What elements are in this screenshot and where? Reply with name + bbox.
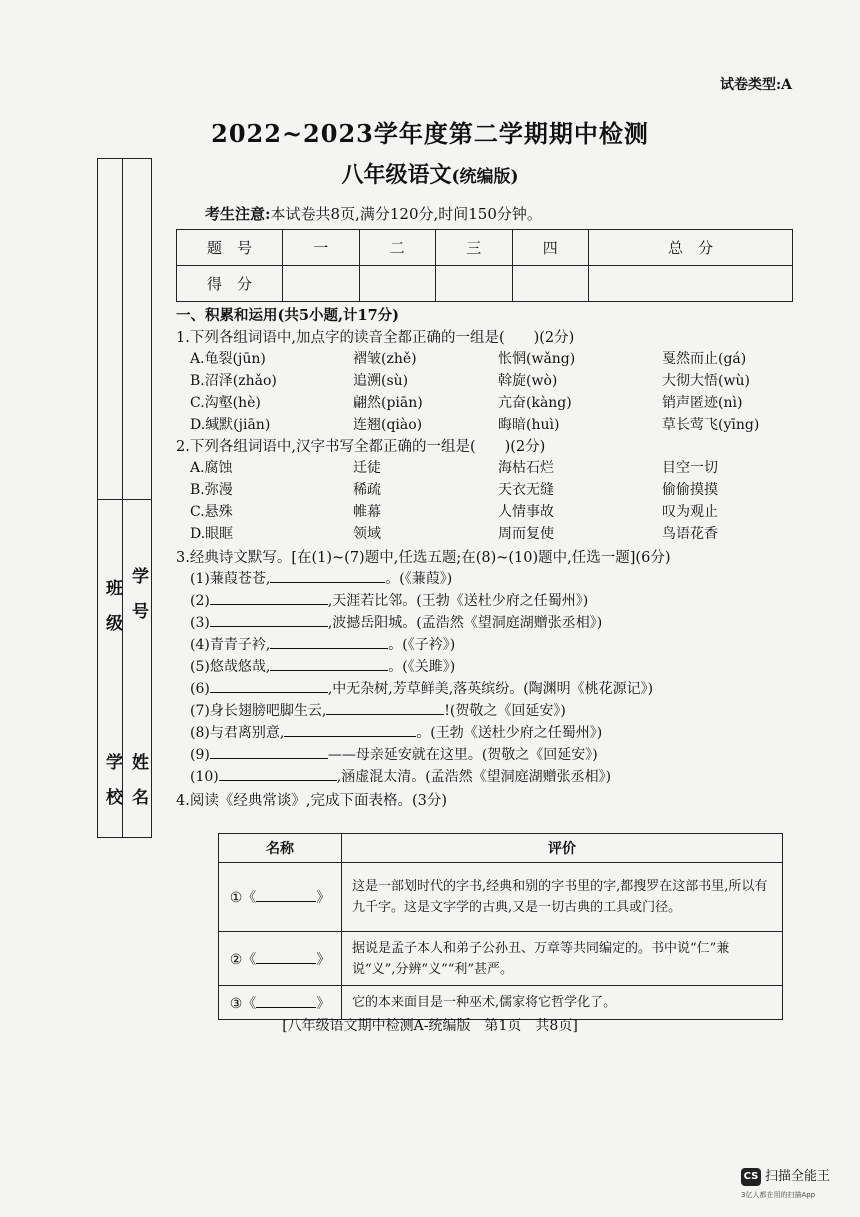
option-cell: 目空一切 [662, 460, 718, 476]
score-table [176, 229, 793, 302]
score-cell: 一 [283, 230, 360, 266]
school-label: 学校 [102, 753, 122, 823]
item-prefix: (10) [190, 769, 219, 785]
classics-table [218, 833, 783, 1020]
book-name-blank[interactable] [256, 887, 316, 902]
row-marker: ②《 [229, 951, 257, 968]
question-1-stem: 1.下列各组词语中,加点字的读音全都正确的一组是( )(2分) [176, 330, 575, 346]
item-prefix: (2) [190, 593, 210, 609]
answer-blank[interactable] [219, 766, 337, 781]
subject-name: 八年级语文 [341, 162, 452, 188]
name-label: 姓名 [128, 753, 148, 823]
table-row [219, 863, 783, 932]
item-prefix: (4)青青子衿, [190, 637, 271, 653]
option-cell: 领域 [353, 526, 381, 542]
exam-notice [205, 203, 542, 224]
answer-blank[interactable] [270, 656, 388, 671]
score-cell: 题 号 [177, 230, 283, 266]
dictation-item [190, 678, 653, 698]
option-cell: 翩然(piān) [353, 395, 423, 411]
option-cell: 叹为观止 [662, 504, 718, 520]
comment-cell: 它的本来面目是一种巫术,儒家将它哲学化了。 [342, 986, 783, 1020]
dictation-item [190, 656, 455, 676]
class-label: 班级 [102, 579, 122, 649]
answer-blank[interactable] [326, 700, 444, 715]
header-comment: 评价 [342, 834, 783, 863]
item-suffix: ——母亲延安就在这里。(贺敬之《回延安》) [327, 747, 598, 763]
dictation-item [190, 722, 602, 742]
table-header-row [219, 834, 783, 863]
question-2-stem: 2.下列各组词语中,汉字书写全都正确的一组是( )(2分) [176, 439, 546, 455]
dictation-item [190, 612, 602, 632]
question-3-stem: 3.经典诗文默写。[在(1)~(7)题中,任选五题;在(8)~(10)题中,任选一题](6分) [176, 550, 671, 566]
dictation-item [190, 634, 455, 654]
score-input[interactable] [359, 266, 436, 302]
option-cell: B.弥漫 [190, 482, 233, 498]
item-prefix: (8)与君离别意, [190, 725, 285, 741]
option-cell: 人情事故 [498, 504, 554, 520]
option-cell: C.悬殊 [190, 504, 233, 520]
score-input[interactable] [589, 266, 793, 302]
option-cell: 销声匿迹(nì) [662, 395, 743, 411]
answer-blank[interactable] [210, 678, 328, 693]
item-prefix: (3) [190, 615, 210, 631]
option-cell: 怅惘(wǎng) [498, 351, 576, 367]
divider [98, 499, 151, 500]
row-marker: ①《 [229, 890, 257, 906]
notice-label: 考生注意: [205, 205, 271, 223]
book-name-blank[interactable] [256, 949, 316, 964]
score-cell: 二 [359, 230, 436, 266]
dictation-item [190, 568, 452, 588]
student-info-box [97, 158, 152, 838]
option-cell: B.沼泽(zhǎo) [190, 373, 277, 389]
option-cell: 天衣无缝 [498, 482, 554, 498]
item-suffix: 。(《关雎》) [388, 659, 456, 675]
option-cell: 迁徒 [353, 460, 381, 476]
option-cell: 周而复使 [498, 526, 554, 542]
edition: (统编版) [451, 167, 519, 187]
option-cell: A.龟裂(jūn) [190, 351, 266, 367]
row-bracket: 》 [316, 951, 331, 968]
item-prefix: (5)悠哉悠哉, [190, 659, 271, 675]
option-cell: 晦暗(huì) [498, 417, 560, 433]
book-name-cell [219, 863, 342, 932]
item-prefix: (7)身长翅膀吧脚生云, [190, 703, 327, 719]
row-bracket: 》 [316, 890, 331, 906]
notice-text: 本试卷共8页,满分120分,时间150分钟。 [270, 205, 542, 223]
item-prefix: (9) [190, 747, 210, 763]
answer-blank[interactable] [270, 568, 385, 583]
option-cell: 稀疏 [353, 482, 381, 498]
option-cell: D.缄默(jiān) [190, 417, 271, 433]
item-suffix: 。(《子衿》) [388, 637, 456, 653]
item-suffix: 。(《蒹葭》) [385, 571, 453, 587]
scanner-logo-icon: CS [741, 1168, 761, 1186]
option-cell: 斡旋(wò) [498, 373, 558, 389]
option-cell: A.腐蚀 [190, 460, 233, 476]
comment-cell: 这是一部划时代的字书,经典和别的字书里的字,都搜罗在这部书里,所以有九千字。这是文字学的古典,又是一切古典的工具或门径。 [342, 863, 783, 932]
book-name-blank[interactable] [256, 993, 316, 1008]
item-suffix: ,天涯若比邻。(王勃《送杜少府之任蜀州》) [327, 593, 589, 609]
item-suffix: !(贺敬之《回延安》) [444, 703, 566, 719]
option-cell: 褶皱(zhě) [353, 351, 417, 367]
option-cell: 帷幕 [353, 504, 381, 520]
scanner-tagline: 3亿人都在用的扫描App [741, 1191, 816, 1199]
score-cell: 三 [436, 230, 513, 266]
item-prefix: (1)蒹葭苍苍, [190, 571, 271, 587]
student-no-label: 学号 [128, 567, 148, 637]
item-suffix: ,波撼岳阳城。(孟浩然《望洞庭湖赠张丞相》) [327, 615, 603, 631]
option-cell: 连翘(qiào) [353, 417, 423, 433]
answer-blank[interactable] [210, 744, 328, 759]
answer-blank[interactable] [284, 722, 416, 737]
score-input[interactable] [283, 266, 360, 302]
option-cell: 偷偷摸摸 [662, 482, 718, 498]
score-label: 得 分 [177, 266, 283, 302]
option-cell: 海枯石烂 [498, 460, 554, 476]
item-suffix: ,涵虚混太清。(孟浩然《望洞庭湖赠张丞相》) [336, 769, 612, 785]
dictation-item [190, 700, 566, 720]
score-cell: 总 分 [589, 230, 793, 266]
dictation-item [190, 590, 588, 610]
option-cell: 草长莺飞(yīng) [662, 417, 760, 433]
score-value-row [177, 266, 793, 302]
answer-blank[interactable] [270, 634, 388, 649]
item-suffix: 。(王勃《送杜少府之任蜀州》) [416, 725, 603, 741]
section-heading: 一、积累和运用(共5小题,计17分) [176, 307, 400, 324]
scanner-watermark [741, 1165, 830, 1186]
item-prefix: (6) [190, 681, 210, 697]
exam-title: 2022~2023学年度第二学期期中检测 [211, 119, 649, 148]
score-cell: 四 [512, 230, 589, 266]
book-name-cell [219, 932, 342, 986]
item-suffix: ,中无杂树,芳草鲜美,落英缤纷。(陶渊明《桃花源记》) [327, 681, 654, 697]
page-footer: [八年级语文期中检测A-统编版 第1页 共8页] [282, 1018, 578, 1034]
scanner-brand-name: 扫描全能王 [765, 1169, 831, 1184]
paper-type: 试卷类型:A [719, 77, 792, 93]
answer-blank[interactable] [210, 590, 328, 605]
dictation-item [190, 744, 598, 764]
option-cell: 大彻大悟(wù) [662, 373, 750, 389]
score-input[interactable] [436, 266, 513, 302]
comment-cell: 据说是孟子本人和弟子公孙丑、万章等共同编定的。书中说“仁”兼说“义”,分辨“义”“利”甚严。 [342, 932, 783, 986]
answer-blank[interactable] [210, 612, 328, 627]
question-4-stem: 4.阅读《经典常谈》,完成下面表格。(3分) [176, 793, 447, 809]
option-cell: D.眼眶 [190, 526, 234, 542]
score-header-row [177, 230, 793, 266]
table-row [219, 932, 783, 986]
dictation-item [190, 766, 611, 786]
option-cell: 亢奋(kàng) [498, 395, 572, 411]
option-cell: 追溯(sù) [353, 373, 409, 389]
divider [122, 159, 123, 837]
score-input[interactable] [512, 266, 589, 302]
option-cell: 戛然而止(gá) [662, 351, 747, 367]
option-cell: 鸟语花香 [662, 526, 718, 542]
option-cell: C.沟壑(hè) [190, 395, 261, 411]
row-marker: ③《 [229, 995, 257, 1012]
header-name: 名称 [219, 834, 342, 863]
row-bracket: 》 [316, 995, 331, 1012]
